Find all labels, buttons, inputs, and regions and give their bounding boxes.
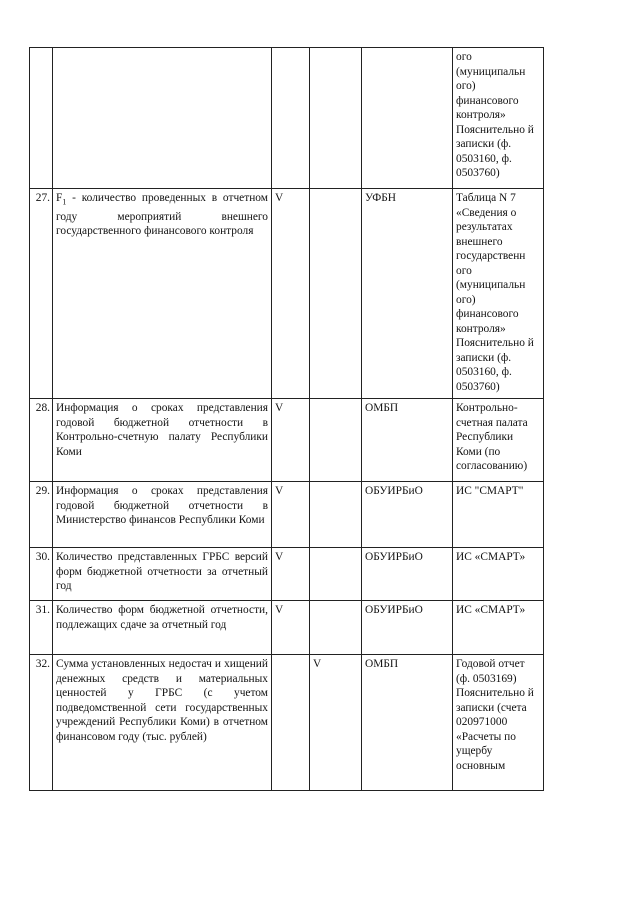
responsible-unit [362,48,453,189]
row-number: 28. [30,399,53,482]
row-number: 30. [30,548,53,601]
data-source: Годовой отчет (ф. 0503169) Пояснительно й записки (счета 020971000 «Расчеты по ущербу основным [453,655,544,791]
mark-column-1: V [272,601,310,655]
row-number: 29. [30,482,53,548]
data-source: ого (муниципальн ого) финансового контроля» Пояснительно й записки (ф. 0503160, ф. 0503760) [453,48,544,189]
mark-column-2 [310,482,362,548]
mark-column-2: V [310,655,362,791]
table-row [30,482,544,548]
responsible-unit: УФБН [362,189,453,399]
indicator-name: Количество представленных ГРБС версий форм бюджетной отчетности за отчетный год [53,548,272,601]
data-source: Таблица N 7 «Сведения о результатах внешнего государственн ого (муниципальн ого) финансового контроля» Пояснительно й записки (ф. 0503160, ф. 0503760) [453,189,544,399]
mark-column-1 [272,48,310,189]
row-number: 31. [30,601,53,655]
indicator-name: Сумма установленных недостач и хищений денежных средств и материальных ценностей у ГРБС (с учетом подведомственной сети государственных учреждений Республики Коми) в отчетном финансовом году (тыс. рублей) [53,655,272,791]
mark-column-2 [310,399,362,482]
row-number [30,48,53,189]
responsible-unit: ОБУИРБиО [362,482,453,548]
row-number: 32. [30,655,53,791]
data-source: ИС «СМАРТ» [453,548,544,601]
responsible-unit: ОБУИРБиО [362,548,453,601]
mark-column-1: V [272,189,310,399]
mark-column-2 [310,189,362,399]
mark-column-1: V [272,548,310,601]
indicator-name: Количество форм бюджетной отчетности, подлежащих сдаче за отчетный год [53,601,272,655]
table-row [30,548,544,601]
table-row [30,189,544,399]
responsible-unit: ОМБП [362,399,453,482]
indicator-name [53,48,272,189]
row-number: 27. [30,189,53,399]
responsible-unit: ОБУИРБиО [362,601,453,655]
mark-column-2 [310,601,362,655]
formula-symbol: F [56,192,63,204]
indicator-name-text: - количество проведенных в отчетном году мероприятий внешнего государственного финансового контроля [56,192,268,238]
mark-column-2 [310,48,362,189]
data-source: ИС "СМАРТ" [453,482,544,548]
data-source: ИС «СМАРТ» [453,601,544,655]
table-row [30,601,544,655]
indicator-name: Информация о сроках представления годовой бюджетной отчетности в Контрольно-счетную палату Республики Коми [53,399,272,482]
indicator-name [53,189,272,399]
mark-column-1: V [272,399,310,482]
formula-subscript: 1 [62,197,67,207]
data-source: Контрольно-счетная палата Республики Коми (по согласованию) [453,399,544,482]
table-row [30,655,544,791]
mark-column-1 [272,655,310,791]
indicator-name: Информация о сроках представления годовой бюджетной отчетности в Министерство финансов Республики Коми [53,482,272,548]
indicators-table [29,47,544,791]
responsible-unit: ОМБП [362,655,453,791]
table-row [30,48,544,189]
mark-column-2 [310,548,362,601]
mark-column-1: V [272,482,310,548]
table-row [30,399,544,482]
